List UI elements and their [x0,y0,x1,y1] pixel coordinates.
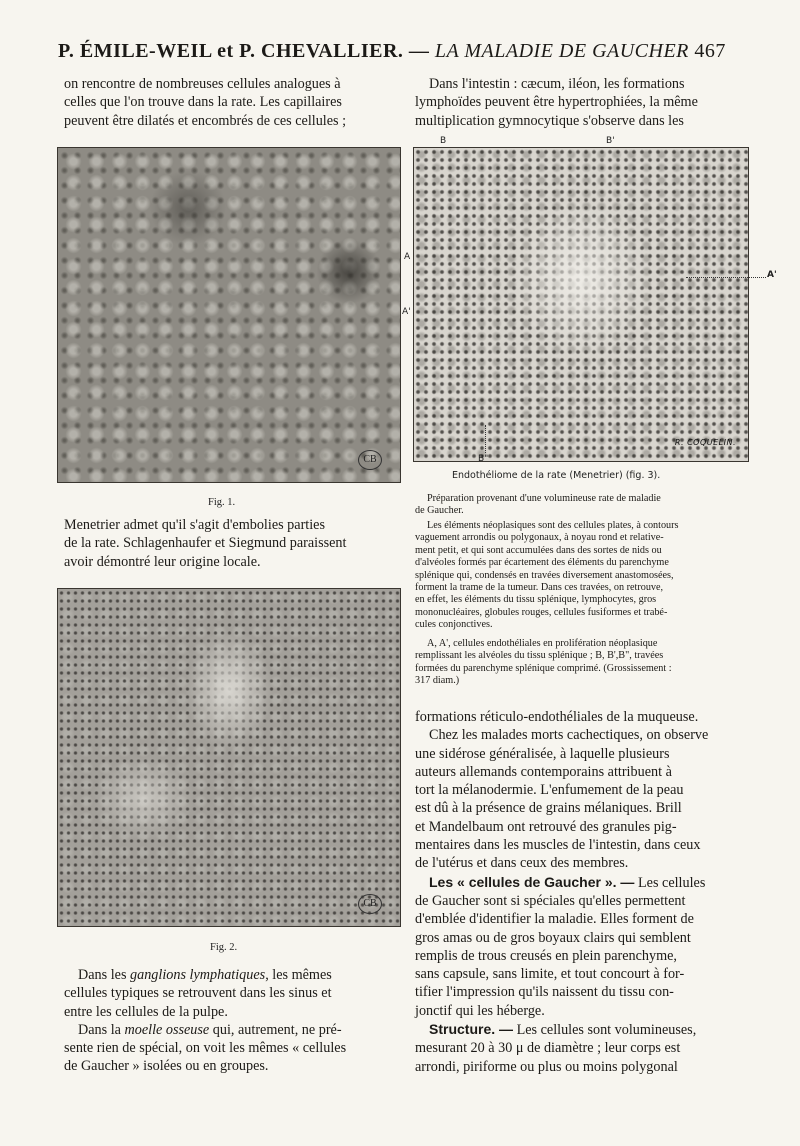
text-line: arrondi, piriforme ou plus ou moins polygonal [415,1058,678,1075]
header-title: LA MALADIE DE GAUCHER [434,40,689,62]
illustrator-signature: R. COQUELIN. [674,438,736,447]
figure-3-micrograph [413,147,749,462]
text-line: et Mandelbaum ont retrouvé des granules pig- [415,818,677,835]
text-line: auteurs allemands contemporains attribuent à [415,763,672,780]
text-line: lymphoïdes peuvent être hypertrophiées, la même [415,94,698,111]
text-line: tifier l'impression qu'ils naissent du tissu con- [415,984,674,1001]
text-line: Chez les malades morts cachectiques, on observe [429,727,709,744]
text-line: de l'utérus et dans ceux des membres. [415,855,629,872]
left-paragraph-3 [64,966,400,1076]
text-line: splénique qui, condensés en travées diversement anastomosées, [415,569,674,581]
text-line: de la rate. Schlagenhaufer et Siegmund paraissent [64,535,347,552]
engraver-monogram: CB [358,450,382,470]
text-line: celles que l'on trouve dans la rate. Les capillaires [64,94,342,111]
text-line: 317 diam.) [415,675,460,687]
text-line: multiplication gymnocytique s'observe dans les [415,112,684,129]
text-line: sente rien de spécial, on voit les mêmes « cellules [64,1040,347,1057]
section-heading: Structure. — [429,1021,514,1038]
fig3-label-a: A [404,252,411,262]
section-heading: Les « cellules de Gaucher ». — [429,873,635,890]
figure-3-note-3 [415,638,737,688]
text-line: tort la mélanodermie. L'enfumement de la peau [415,782,684,799]
text-line: A, A', cellules endothéliales en prolifération néoplasique [427,638,658,649]
figure-1-micrograph [57,147,401,483]
text-line: Dans l'intestin : cæcum, iléon, les formations [429,76,685,92]
text-line: de Gaucher » isolées ou en groupes. [64,1058,269,1075]
text-line: vaguement arrondis ou polygonaux, à noyau rond et relative- [415,532,664,544]
text-line: de Gaucher sont si spéciales qu'elles permettent [415,892,686,909]
text-line: entre les cellules de la pulpe. [64,1003,228,1020]
text-line: Dans les ganglions lymphatiques, les mêmes [78,967,332,983]
figure-3-note-1 [415,493,737,518]
fig3-label-b-double: B" [478,454,489,464]
text-line: Les « cellules de Gaucher ». — Les cellules [429,873,706,891]
text-line: mesurant 20 à 30 μ de diamètre ; leur corps est [415,1040,681,1057]
header-authors: P. ÉMILE-WEIL et P. CHEVALLIER. — [58,40,430,62]
figure-2-micrograph [57,588,401,927]
figure-1-caption: Fig. 1. [208,497,236,508]
text-line: peuvent être dilatés et encombrés de ces cellules ; [64,112,347,129]
right-body-text [415,708,737,1076]
text-line: en effet, les éléments du tissu splénique, lymphocytes, gros [415,594,657,606]
text-line: jonctif qui les héberge. [415,1002,545,1019]
text-line: une sidérose généralisée, à laquelle plusieurs [415,745,670,762]
fig3-leader-line [686,277,766,278]
right-paragraph-1 [415,75,737,130]
text-line: Préparation provenant d'une volumineuse rate de maladie [427,493,661,504]
fig3-leader-line [485,425,486,453]
text-line: mononucléaires, globules rouges, cellules fusiformes et trabé- [415,606,668,618]
text-line: sans capsule, sans limite, et tout concourt à for- [415,966,685,983]
text-line: d'emblée d'identifier la maladie. Elles forment de [415,911,694,928]
fig3-label-a-prime-right: A' [767,270,777,280]
text-line: cules conjonctives. [415,619,493,631]
text-line: Les éléments néoplasiques sont des cellules plates, à contours [427,520,679,531]
running-header [58,40,748,63]
fig3-label-b-prime: B' [606,136,615,146]
fig3-label-a-prime-left: A' [402,307,411,317]
text-line: Menetrier admet qu'il s'agit d'embolies parties [64,517,326,533]
text-line: avoir démontré leur origine locale. [64,553,261,570]
text-line: remplissant les alvéoles du tissu splénique ; B, B',B", travées [415,650,664,662]
text-line: d'alvéoles formés par écartement des éléments du parenchyme [415,557,669,569]
page-number: 467 [694,40,726,62]
text-line: forment la trame de la tumeur. Dans ces travées, on retrouve, [415,582,664,594]
left-paragraph-2 [64,516,400,571]
text-line: on rencontre de nombreuses cellules analogues à [64,76,341,92]
figure-3-note-2 [415,520,737,632]
text-line: formations réticulo-endothéliales de la muqueuse. [415,709,699,725]
italic-term: ganglions lymphatiques [130,967,266,983]
text-line: gros amas ou de gros boyaux clairs qui semblent [415,929,691,946]
text-line: de Gaucher. [415,505,464,517]
figure-3-caption: Endothéliome de la rate (Menetrier) (fig. 3). [452,470,661,481]
fig3-label-b: B [440,136,447,146]
text-line: Dans la moelle osseuse qui, autrement, ne pré- [78,1021,342,1038]
text-line: cellules typiques se retrouvent dans les sinus et [64,985,332,1002]
text-line: formées du parenchyme splénique comprimé. (Grossissement : [415,662,672,674]
text-line: ment petit, et qui sont accumulées dans des sortes de nids ou [415,544,662,556]
figure-2-caption: Fig. 2. [210,942,238,953]
left-paragraph-1 [64,75,400,130]
text-line: remplis de trous creusés en plein parenchyme, [415,947,677,964]
text-line: mentaires dans les muscles de l'intestin, dans ceux [415,837,701,854]
engraver-monogram: CB [358,894,382,914]
italic-term: moelle osseuse [124,1021,210,1038]
text-line: est dû à la présence de grains mélaniques. Brill [415,800,682,817]
text-line: Structure. — Les cellules sont volumineuses, [429,1021,697,1039]
